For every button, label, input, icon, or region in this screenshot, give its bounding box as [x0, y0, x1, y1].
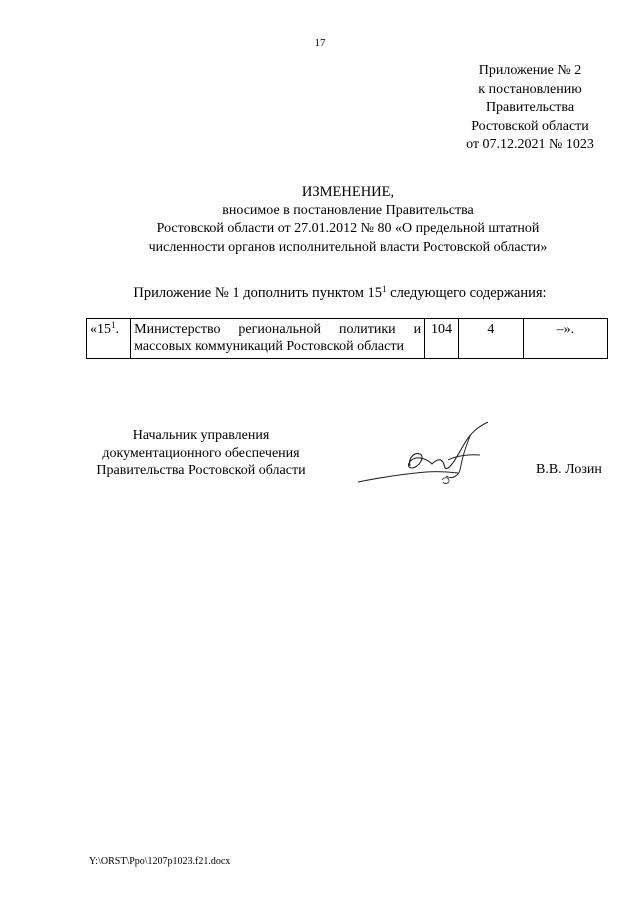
appendix-line-2: к постановлению — [478, 81, 582, 97]
cell-value-3: –». — [523, 319, 607, 359]
appendix-line-1: Приложение № 2 — [478, 63, 582, 78]
table-row — [87, 319, 608, 359]
cell-item-number — [87, 319, 131, 359]
signer-name: В.В. Лозин — [536, 462, 602, 477]
instruction-before: Приложение № 1 дополнить пунктом 15 — [133, 285, 383, 301]
cell-organization-name: Министерство региональной политики и массовых коммуникаций Ростовской области — [131, 319, 425, 359]
instruction-after: следующего содержания: — [386, 285, 547, 301]
item-number-prefix: «15 — [90, 322, 111, 337]
page-number: 17 — [314, 37, 326, 49]
cell-value-1: 104 — [425, 319, 459, 359]
signer-title-line-2: документационного обеспечения — [102, 445, 300, 461]
title-line-3: Ростовской области от 27.01.2012 № 80 «О предельной штатной — [156, 221, 540, 236]
handwritten-signature — [348, 420, 508, 490]
signer-title-line-1: Начальник управления — [132, 428, 270, 443]
appendix-reference — [430, 62, 630, 155]
signer-position — [60, 427, 342, 480]
appendix-line-4: Ростовской области — [471, 118, 589, 134]
title-main: ИЗМЕНЕНИЕ, — [301, 184, 395, 200]
instruction-superscript: 1 — [382, 284, 387, 294]
appendix-line-3: Правительства — [485, 100, 575, 115]
document-title — [60, 183, 636, 257]
item-number-superscript: 1 — [111, 320, 116, 330]
instruction-text — [0, 285, 640, 302]
change-table — [86, 318, 608, 359]
appendix-line-5: от 07.12.2021 № 1023 — [466, 137, 594, 152]
title-line-4: численности органов исполнительной власти Ростовской области» — [148, 239, 548, 255]
title-line-2: вносимое в постановление Правительства — [222, 202, 474, 218]
file-path: Y:\ORST\Ppo\1207p1023.f21.docx — [89, 856, 231, 867]
item-number-suffix: . — [115, 322, 119, 337]
signer-title-line-3: Правительства Ростовской области — [96, 463, 306, 478]
cell-value-2: 4 — [458, 319, 523, 359]
